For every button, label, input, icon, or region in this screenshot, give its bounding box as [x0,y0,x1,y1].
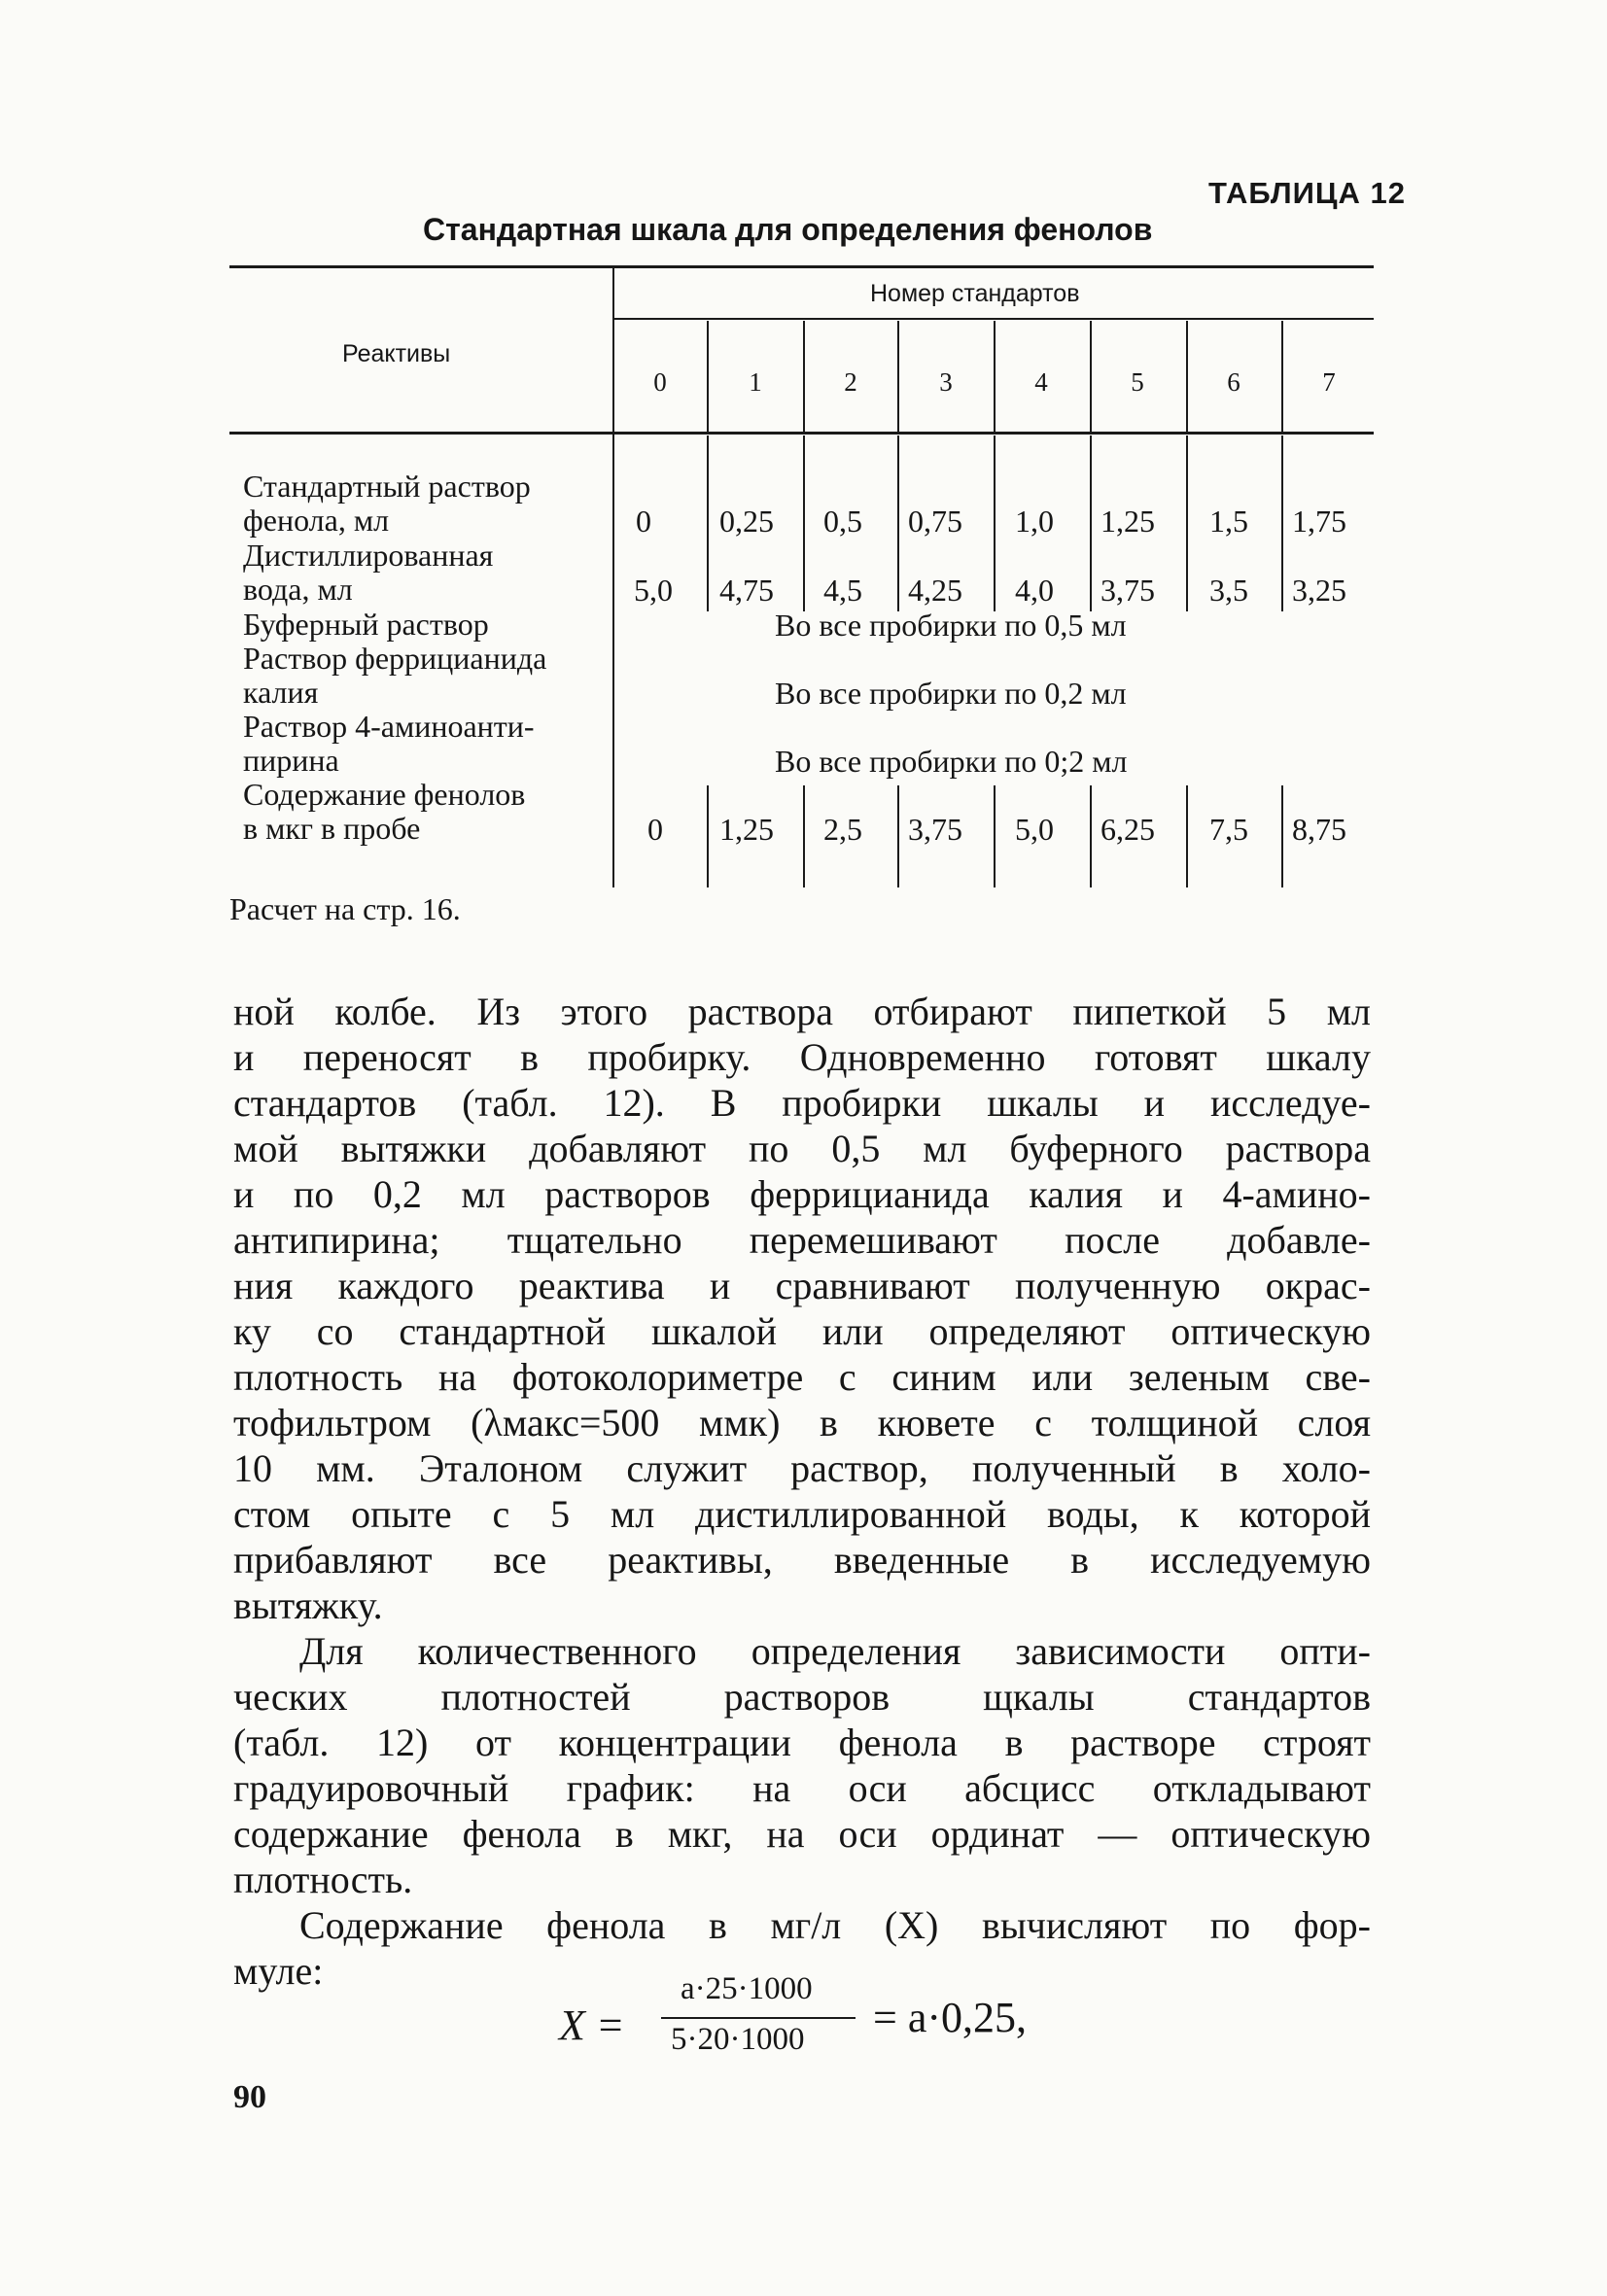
text-line: стом опыте с 5 мл дистиллированной воды, к которой [233,1492,1371,1536]
col-number-1: 1 [749,367,762,397]
label-column-divider [612,265,614,887]
text-line: и переносят в пробирку. Одновременно готовят шкалу [233,1035,1371,1079]
col-number-5: 5 [1131,367,1144,397]
row-label-phenol-content: Содержание фенолов в мкг в пробе [243,777,526,846]
table-top-rule [229,265,1374,268]
formula-fraction-bar [661,2017,856,2019]
table-cell: 8,75 [1292,812,1346,847]
page-number: 90 [233,2079,266,2115]
table-cell: 3,75 [908,812,962,847]
body-divider-4b [994,785,996,887]
body-divider-2b [803,785,805,887]
col-number-2: 2 [844,367,857,397]
body-divider-6a [1186,435,1188,611]
text-line: градуировочный график: на оси абсцисс откладывают [233,1766,1371,1810]
table-cell: 1,25 [719,812,774,847]
table-label: ТАБЛИЦА 12 [1208,176,1407,210]
header-bottom-rule [229,432,1374,435]
body-divider-1b [707,785,709,887]
row-label-buffer: Буферный раствор [243,607,489,642]
table-cell: 3,75 [1100,573,1155,608]
table-cell: 2,5 [823,812,862,847]
text-line: Содержание фенола в мг/л (X) вычисляют по фор- [299,1903,1371,1947]
body-divider-5a [1090,435,1092,611]
text-line: прибавляют все реактивы, введенные в исследуемую [233,1538,1371,1582]
table-cell: 5,0 [1015,812,1054,847]
table-cell: 0 [636,504,651,539]
table-cell: 1,5 [1209,504,1248,539]
text-line: ния каждого реактива и сравнивают полученную окрас- [233,1264,1371,1307]
formula-numerator: a·25·1000 [681,1971,813,2006]
table-cell: 4,25 [908,573,962,608]
text-line: ку со стандартной шкалой или определяют оптическую [233,1309,1371,1353]
row-label-phenol-standard: Стандартный раствор фенола, мл [243,469,531,538]
table-cell: 3,5 [1209,573,1248,608]
text-line: ной колбе. Из этого раствора отбирают пипеткой 5 мл [233,990,1371,1033]
body-divider-7b [1281,785,1283,887]
group-header-rule [612,318,1374,320]
text-line: 10 мм. Эталоном служит раствор, полученный в холо- [233,1446,1371,1490]
table-cell: 0,5 [823,504,862,539]
body-divider-3b [897,785,899,887]
text-line: вытяжку. [233,1583,383,1627]
table-cell: 4,0 [1015,573,1054,608]
table-cell: 1,0 [1015,504,1054,539]
text-line: муле: [233,1949,324,1993]
row-span-buffer: Во все пробирки по 0,5 мл [775,608,1127,643]
formula-denominator: 5·20·1000 [671,2022,805,2057]
body-divider-5b [1090,785,1092,887]
text-line: Для количественного определения зависимости опти- [299,1629,1371,1673]
table-cell: 4,75 [719,573,774,608]
body-divider-7a [1281,435,1283,611]
row-header: Реактивы [342,340,451,367]
text-line: содержание фенола в мкг, на оси ординат — оптическую [233,1812,1371,1856]
body-divider-2a [803,435,805,611]
table-footnote: Расчет на стр. 16. [229,891,461,926]
col-number-7: 7 [1322,367,1336,397]
text-line: тофильтром (λмакс=500 ммк) в кювете с толщиной слоя [233,1401,1371,1444]
table-cell: 4,5 [823,573,862,608]
table-cell: 5,0 [634,573,673,608]
row-label-aminoantipyrine: Раствор 4-аминоанти- пирина [243,709,535,778]
row-span-aminoantipyrine: Во все пробирки по 0;2 мл [775,744,1128,779]
col-number-3: 3 [939,367,953,397]
col-number-6: 6 [1227,367,1240,397]
table-cell: 1,75 [1292,504,1346,539]
table-cell: 1,25 [1100,504,1155,539]
body-divider-6b [1186,785,1188,887]
row-label-ferricyanide: Раствор феррицианида калия [243,641,547,710]
table-cell: 0 [647,812,663,847]
table-cell: 0,25 [719,504,774,539]
text-line: плотность на фотоколориметре с синим или зеленым све- [233,1355,1371,1399]
table-title: Стандартная шкала для определения фенолов [423,212,1153,247]
row-label-distilled-water: Дистиллированная вода, мл [243,538,494,607]
formula-lhs: X = [559,2001,625,2049]
body-paragraph-2 [233,1628,1371,1902]
col-number-0: 0 [653,367,667,397]
body-divider-4a [994,435,996,611]
text-line: (табл. 12) от концентрации фенола в растворе строят [233,1721,1371,1764]
col-group-header: Номер стандартов [870,280,1080,307]
text-line: плотность. [233,1858,413,1901]
text-line: стандартов (табл. 12). В пробирки шкалы и исследуе- [233,1081,1371,1125]
body-divider-3a [897,435,899,611]
row-span-ferricyanide: Во все пробирки по 0,2 мл [775,676,1127,711]
text-line: и по 0,2 мл растворов феррицианида калия и 4-амино- [233,1172,1371,1216]
text-line: мой вытяжки добавляют по 0,5 мл буферного раствора [233,1127,1371,1170]
text-line: ческих плотностей растворов щкалы стандартов [233,1675,1371,1719]
body-divider-1a [707,435,709,611]
col-number-4: 4 [1034,367,1048,397]
table-cell: 3,25 [1292,573,1346,608]
formula-rhs: = a·0,25, [873,1994,1027,2041]
table-cell: 6,25 [1100,812,1155,847]
table-cell: 0,75 [908,504,962,539]
body-paragraph-1 [233,989,1371,1628]
table-cell: 7,5 [1209,812,1248,847]
text-line: антипирина; тщательно перемешивают после добавле- [233,1218,1371,1262]
